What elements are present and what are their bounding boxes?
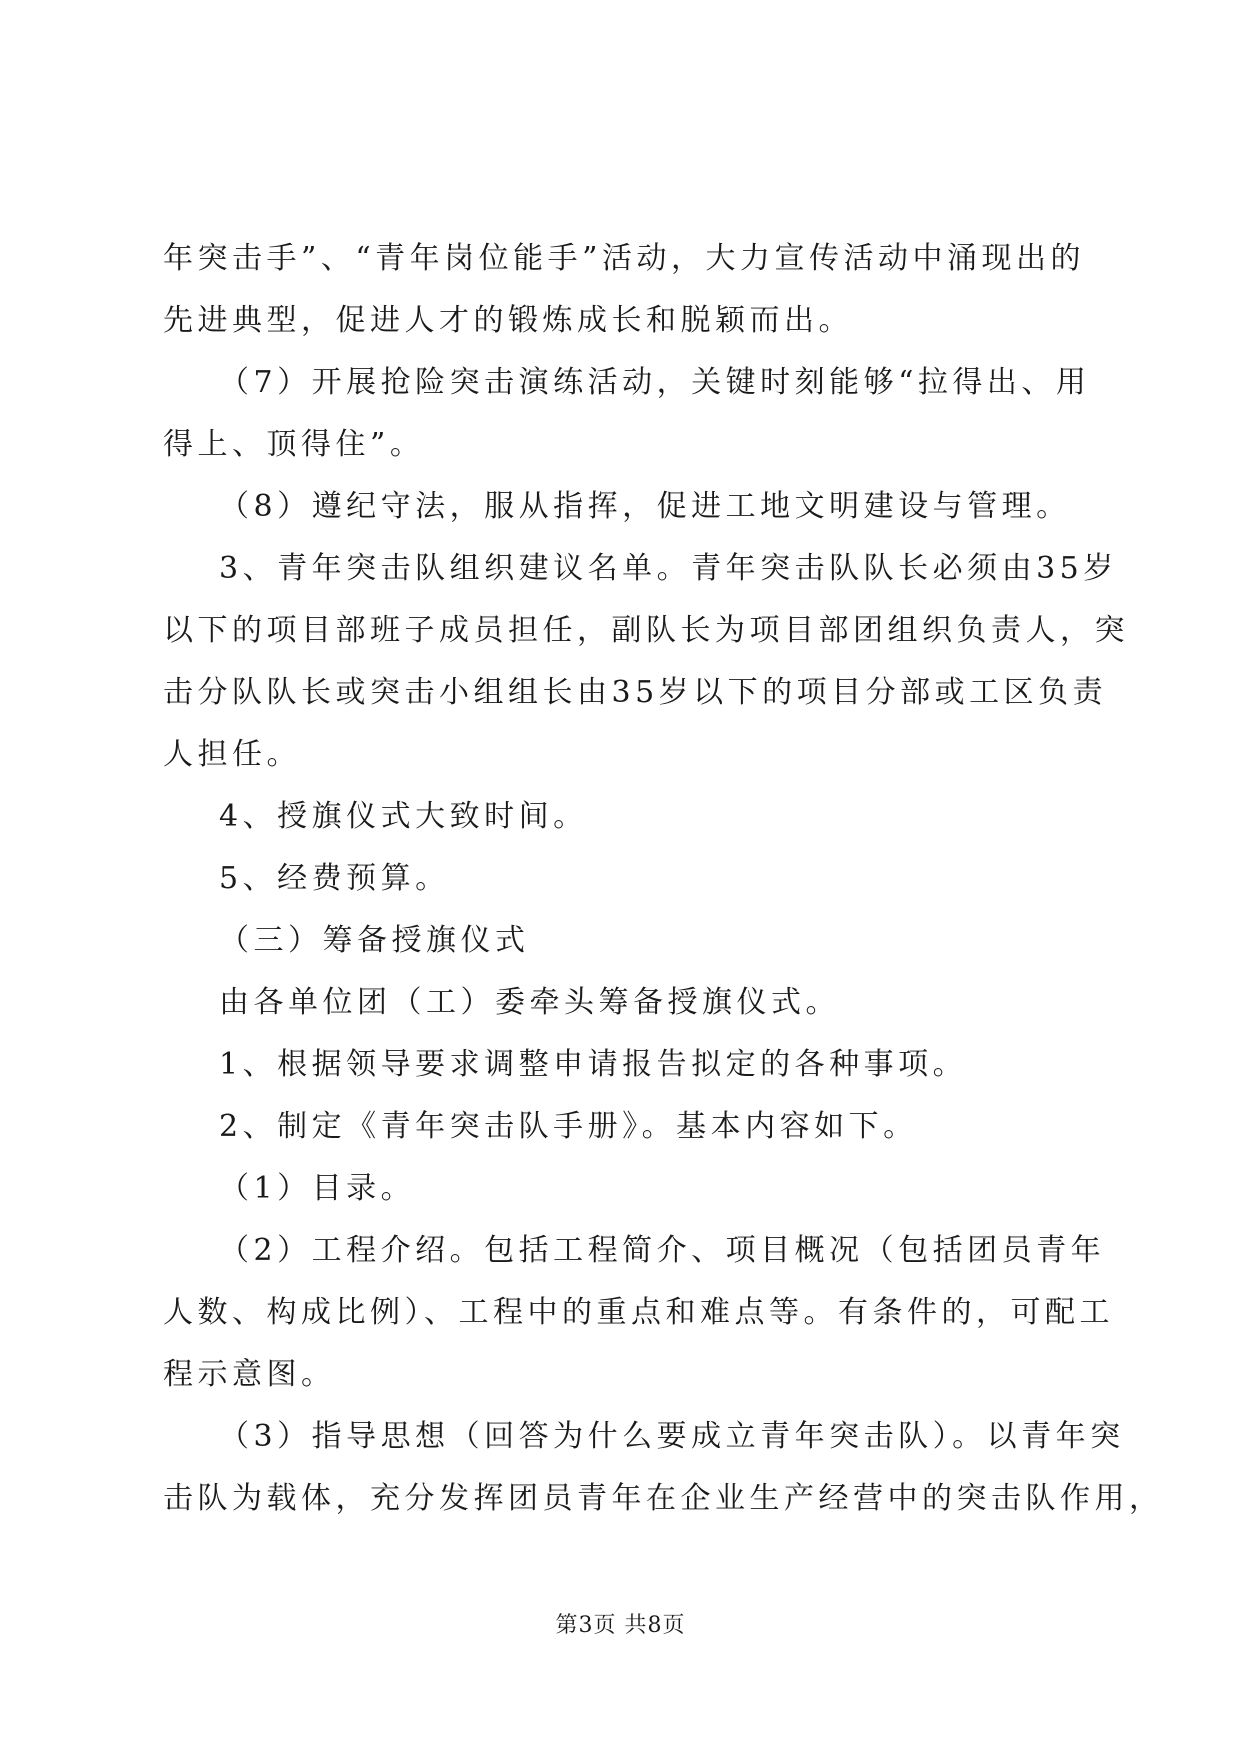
text-line: 人担任。 <box>163 737 301 772</box>
text-line: 程示意图。 <box>163 1357 336 1392</box>
text-line: （2）工程介绍。包括工程简介、项目概况（包括团员青年 <box>219 1233 1106 1268</box>
text-line: （7）开展抢险突击演练活动，关键时刻能够“拉得出、用 <box>219 365 1091 400</box>
text-line: 5、经费预算。 <box>219 861 450 896</box>
text-line: 年突击手”、“青年岗位能手”活动，大力宣传活动中涌现出的 <box>163 241 1086 276</box>
page-number: 第3页 共8页 <box>555 1613 686 1638</box>
text-line: 得上、顶得住”。 <box>163 427 425 462</box>
text-line: （8）遵纪守法，服从指挥，促进工地文明建设与管理。 <box>219 489 1071 524</box>
text-line: 击队为载体，充分发挥团员青年在企业生产经营中的突击队作用， <box>163 1481 1164 1516</box>
section-heading: （三）筹备授旗仪式 <box>219 923 530 958</box>
text-line: 人数、构成比例）、工程中的重点和难点等。有条件的，可配工 <box>163 1295 1114 1330</box>
text-line: 3、青年突击队组织建议名单。青年突击队队长必须由35岁 <box>219 551 1118 586</box>
text-line: 以下的项目部班子成员担任，副队长为项目部团组织负责人，突 <box>163 613 1129 648</box>
text-line: 由各单位团（工）委牵头筹备授旗仪式。 <box>219 985 840 1020</box>
text-line: 4、授旗仪式大致时间。 <box>219 799 588 834</box>
text-line: 先进典型，促进人才的锻炼成长和脱颖而出。 <box>163 303 853 338</box>
text-line: （1）目录。 <box>219 1171 416 1206</box>
text-line: 2、制定《青年突击队手册》。基本内容如下。 <box>219 1109 918 1144</box>
text-line: （3）指导思想（回答为什么要成立青年突击队）。以青年突 <box>219 1419 1125 1454</box>
text-line: 击分队队长或突击小组组长由35岁以下的项目分部或工区负责 <box>163 675 1108 710</box>
text-line: 1、根据领导要求调整申请报告拟定的各种事项。 <box>219 1047 968 1082</box>
document-body <box>163 228 1164 1530</box>
